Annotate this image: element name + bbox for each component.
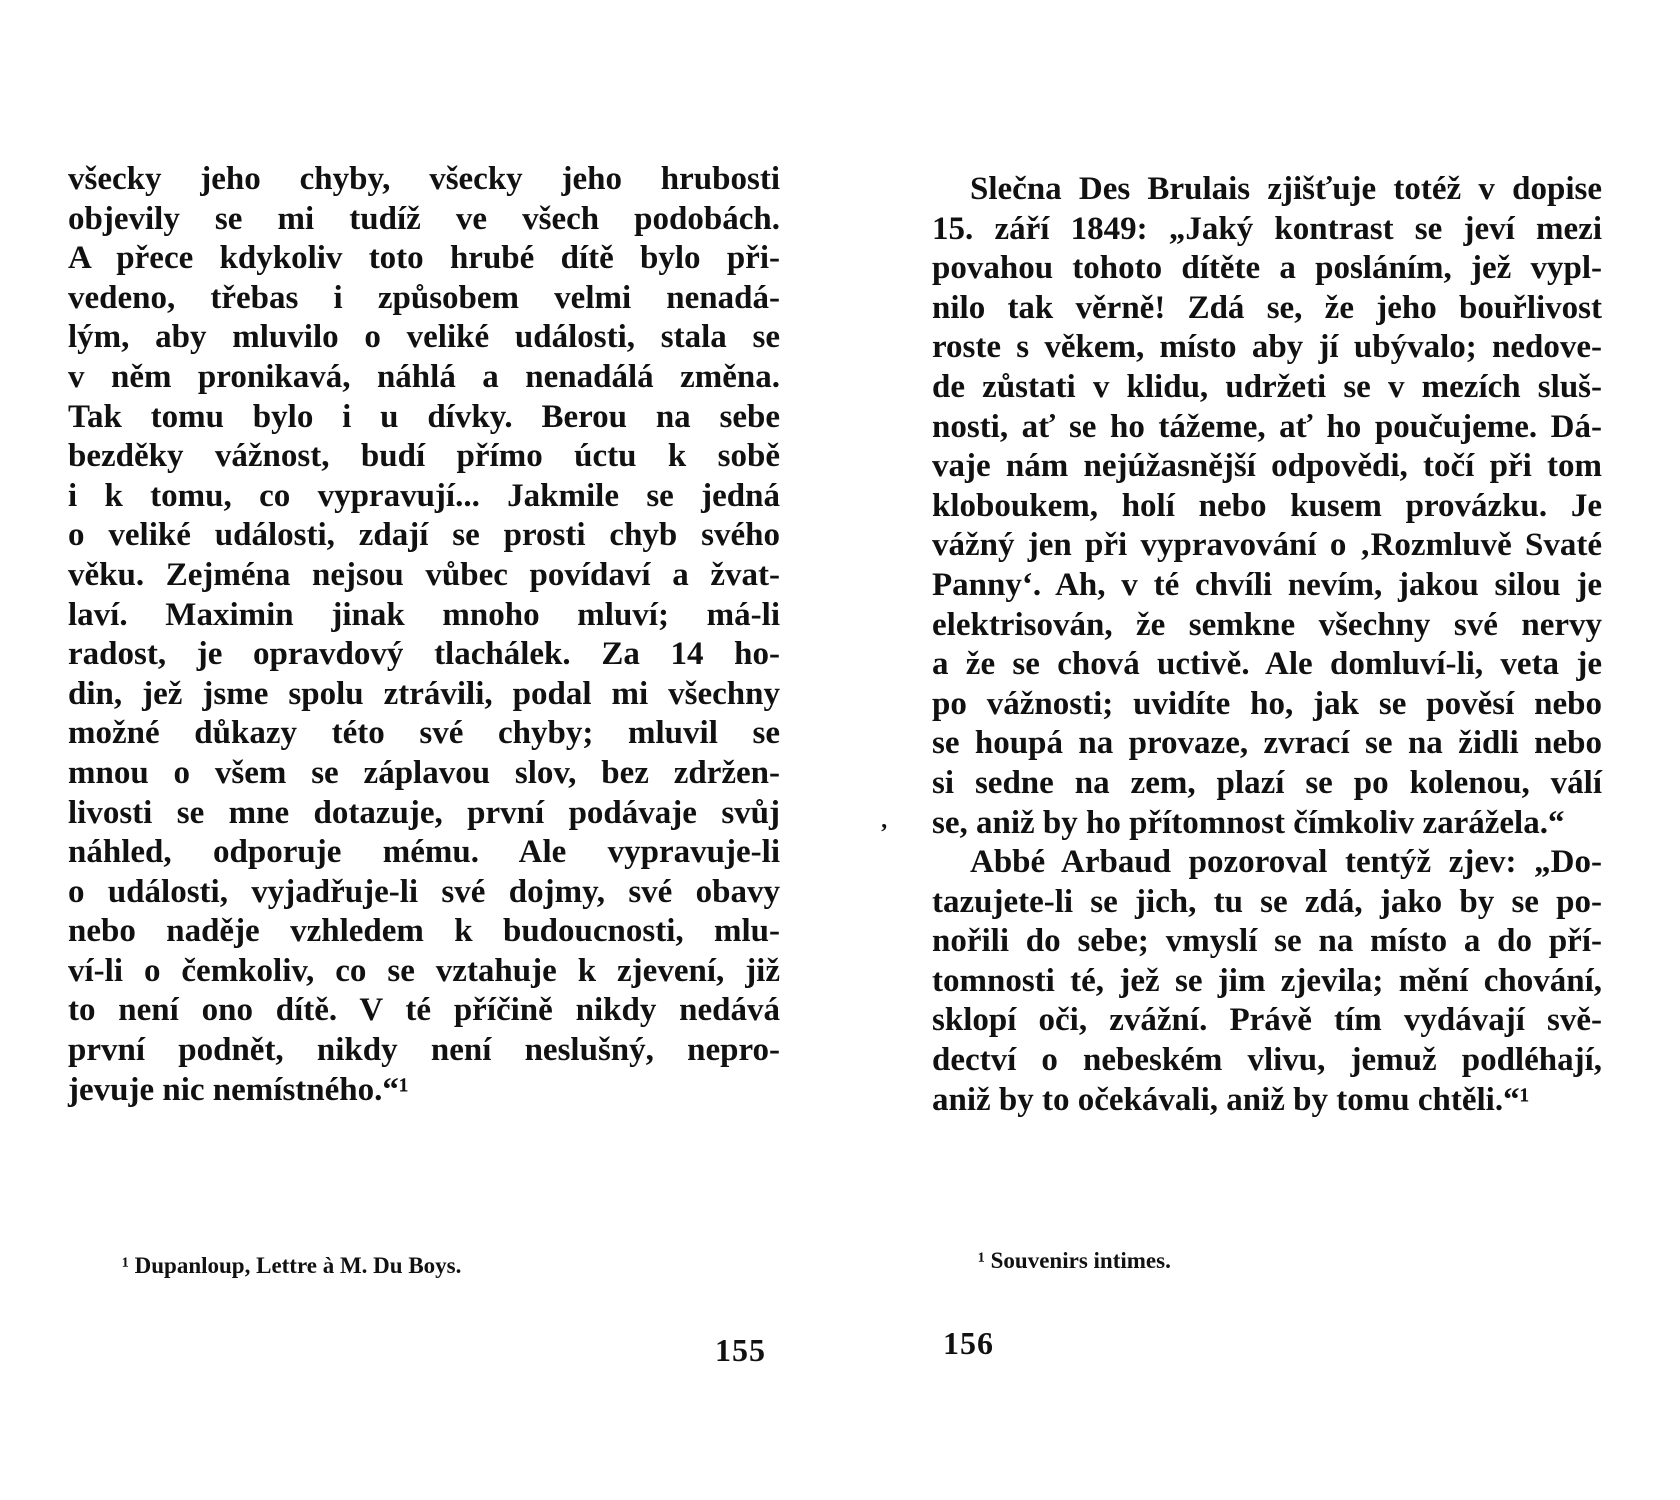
text-line: to není ono dítě. V té příčině nikdy nedává <box>68 992 780 1029</box>
text-line: možné důkazy této své chyby; mluvil se <box>68 715 780 752</box>
text-line: A přece kdykoliv toto hrubé dítě bylo při- <box>68 240 780 277</box>
text-line: roste s věkem, místo aby jí ubývalo; nedove- <box>932 329 1602 366</box>
text-line: tomnosti té, jež se jim zjevila; mění chování, <box>932 962 1602 999</box>
text-line: dectví o nebeském vlivu, jemuž podléhají, <box>932 1042 1602 1079</box>
text-line: radost, je opravdový tlachálek. Za 14 ho- <box>68 636 780 673</box>
text-line: všecky jeho chyby, všecky jeho hrubosti <box>68 161 780 197</box>
right-page-number: 156 <box>943 1325 994 1361</box>
text-line: i k tomu, co vypravují... Jakmile se jedná <box>68 477 780 514</box>
text-line: Tak tomu bylo i u dívky. Berou na sebe <box>68 398 780 435</box>
text-line: lým, aby mluvilo o veliké události, stala se <box>68 319 780 356</box>
text-line: kloboukem, holí nebo kusem provázku. Je <box>932 487 1602 524</box>
text-line: vážný jen při vypravování o ‚Rozmluvě Svaté <box>932 527 1602 564</box>
text-line: první podnět, nikdy není neslušný, nepro- <box>68 1032 780 1069</box>
margin-mark: ʼ <box>880 820 888 846</box>
text-line: mnou o všem se záplavou slov, bez zdržen- <box>68 754 780 791</box>
text-line: 15. září 1849: „Jaký kontrast se jeví mezi <box>932 210 1602 247</box>
text-line: a že se chová uctivě. Ale domluví-li, veta je <box>932 646 1602 683</box>
right-page-body <box>932 170 1602 1120</box>
left-page-body <box>68 160 780 1110</box>
text-line: elektrisován, že semkne všechny své nervy <box>932 606 1602 643</box>
text-line: se houpá na provaze, zvrací se na židli nebo <box>932 725 1602 762</box>
left-page-number: 155 <box>715 1332 766 1368</box>
text-line: povahou tohoto dítěte a posláním, jež vypl- <box>932 250 1602 287</box>
text-line: bezděky vážnost, budí přímo úctu k sobě <box>68 438 780 475</box>
text-line: objevily se mi tudíž ve všech podobách. <box>68 200 780 237</box>
text-line: nebo naděje vzhledem k budoucnosti, mlu- <box>68 913 780 950</box>
text-line: o události, vyjadřuje-li své dojmy, své obavy <box>68 873 780 910</box>
text-line: livosti se mne dotazuje, první podávaje svůj <box>68 794 780 831</box>
text-line: vedeno, třebas i způsobem velmi nenadá- <box>68 279 780 316</box>
text-line: nořili do sebe; vmyslí se na místo a do pří- <box>932 923 1602 960</box>
right-page <box>840 0 1680 1500</box>
text-line: jevuje nic nemístného.“¹ <box>68 1071 409 1108</box>
text-line: po vážnosti; uvidíte ho, jak se pověsí nebo <box>932 685 1602 722</box>
text-line: v něm pronikavá, náhlá a nenadálá změna. <box>68 358 780 395</box>
text-line: din, jež jsme spolu ztrávili, podal mi všechny <box>68 675 780 712</box>
text-line: laví. Maximin jinak mnoho mluví; má-li <box>68 596 780 633</box>
text-line: nosti, ať se ho tážeme, ať ho poučujeme. Dá- <box>932 408 1602 445</box>
left-footnote: ¹ Dupanloup, Lettre à M. Du Boys. <box>122 1253 462 1278</box>
text-line: nilo tak věrně! Zdá se, že jeho bouřlivost <box>932 289 1602 326</box>
text-line: de zůstati v klidu, udržeti se v mezích sluš- <box>932 368 1602 405</box>
text-line: si sedne na zem, plazí se po kolenou, válí <box>932 764 1602 801</box>
text-line: se, aniž by ho přítomnost čímkoliv zarážela.“ <box>932 804 1565 841</box>
text-line: Slečna Des Brulais zjišťuje totéž v dopise <box>970 171 1602 207</box>
text-line: o veliké události, zdají se prosti chyb svého <box>68 517 780 554</box>
text-line: ví-li o čemkoliv, co se vztahuje k zjevení, již <box>68 952 780 989</box>
right-footnote: ¹ Souvenirs intimes. <box>978 1248 1171 1273</box>
text-line: Abbé Arbaud pozoroval tentýž zjev: „Do- <box>970 844 1602 881</box>
text-line: vaje nám nejúžasnější odpovědi, točí při tom <box>932 448 1602 485</box>
text-line: věku. Zejména nejsou vůbec povídaví a žvat- <box>68 556 780 593</box>
text-line: Panny‘. Ah, v té chvíli nevím, jakou silou je <box>932 566 1602 603</box>
text-line: náhled, odporuje mému. Ale vypravuje-li <box>68 834 780 871</box>
text-line: sklopí oči, zvážní. Právě tím vydávají svě- <box>932 1002 1602 1039</box>
text-line: aniž by to očekávali, aniž by tomu chtěli.“¹ <box>932 1081 1530 1118</box>
text-line: tazujete-li se jich, tu se zdá, jako by se po- <box>932 883 1602 920</box>
